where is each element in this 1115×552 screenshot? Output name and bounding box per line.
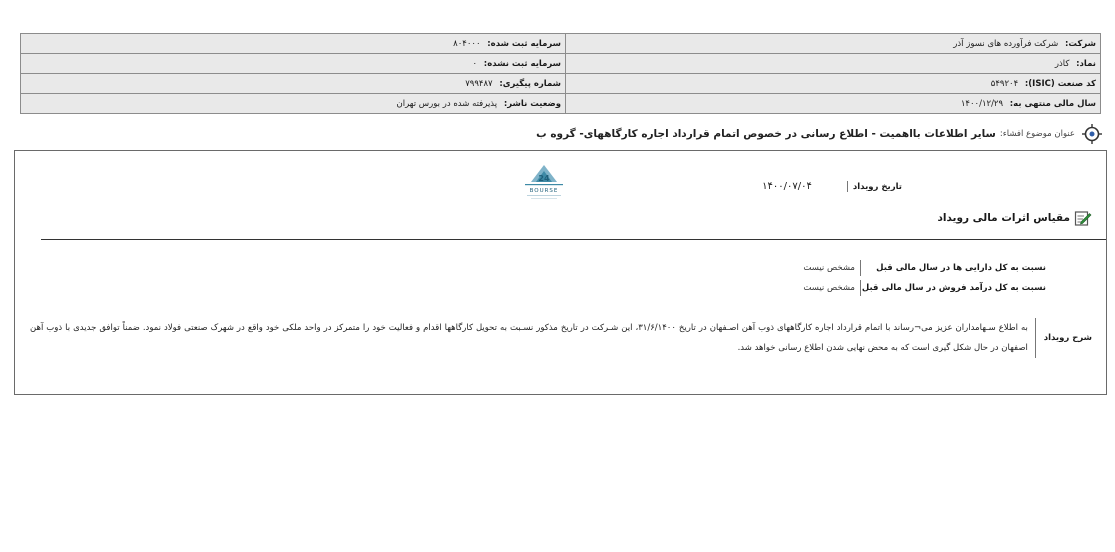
disclosure-subject (536, 123, 1103, 145)
tracking-value: ۷۹۹۴۸۷ (465, 78, 493, 89)
info-row (21, 74, 1101, 94)
event-description-label: شرح رویداد (1043, 333, 1092, 343)
capital-registered-cell (21, 34, 566, 54)
event-date-label: تاریخ رویداد (852, 181, 902, 192)
sales-ratio-value: مشخص نیست (803, 283, 855, 293)
fiscal-year-cell (566, 94, 1101, 114)
bourse-logo (519, 163, 569, 203)
event-description-text: به اطلاع سـهامداران عزیز می¬رساند با اتمام قرارداد اجاره کارگاههای ذوب آهن اصـفهان در تاریخ ۳۱/۶/۱۴۰۰، این شـرکت در تاریخ مذکور نسـبت به تحویل کارگاهها اقدام و فعالیت خود را متمرکز در واحد ملکی خود واقع در شهرک صنعتی فولاد نمود. ضمناً توافق جدیدی با ذوب آهن اصفهان در حال شکل گیری است که به محض نهایی شدن اطلاع رسانی خواهد شد. (30, 323, 1028, 353)
isic-value: ۵۴۹۲۰۴ (990, 78, 1019, 89)
tracking-cell (21, 74, 566, 94)
fiscal-year-label: سال مالی منتهی به: (1009, 98, 1096, 109)
section-divider (41, 239, 1106, 240)
tracking-label: شماره پیگیری: (499, 78, 561, 89)
capital-unregistered-value: ۰ (472, 58, 478, 69)
event-date-row (762, 181, 902, 192)
divider (1035, 318, 1036, 358)
divider (847, 181, 848, 192)
info-row (21, 54, 1101, 74)
company-cell (566, 34, 1101, 54)
section-title-text: مقیاس اثرات مالی رویداد (937, 212, 1070, 224)
isic-label: کد صنعت (ISIC): (1024, 78, 1096, 89)
event-description-row (30, 318, 1092, 358)
financial-impact-title (937, 209, 1092, 227)
capital-unregistered-cell (21, 54, 566, 74)
event-panel (14, 150, 1107, 395)
assets-ratio-label: نسبت به کل دارایی ها در سال مالی قبل (876, 263, 1046, 273)
subject-value: سایر اطلاعات بااهمیت - اطلاع رسانی در خصوص اتمام قرارداد اجاره کارگاههای- گروه ب (536, 128, 996, 140)
event-date-value: ۱۴۰۰/۰۷/۰۴ (762, 181, 812, 192)
fiscal-year-value: ۱۴۰۰/۱۲/۲۹ (960, 98, 1004, 109)
symbol-label: نماد: (1076, 58, 1096, 69)
info-row (21, 34, 1101, 54)
isic-cell (566, 74, 1101, 94)
divider (860, 280, 861, 296)
company-info-table (20, 33, 1101, 114)
symbol-value: کاذر (1054, 58, 1070, 69)
svg-text:24: 24 (538, 174, 550, 183)
target-icon (1081, 123, 1103, 145)
assets-ratio-value: مشخص نیست (803, 263, 855, 273)
company-label: شرکت: (1065, 38, 1096, 49)
symbol-cell (566, 54, 1101, 74)
publisher-status-value: پذیرفته شده در بورس تهران (396, 98, 498, 109)
subject-label: عنوان موضوع افشاء: (999, 129, 1075, 139)
divider (860, 260, 861, 276)
capital-registered-label: سرمایه ثبت شده: (487, 38, 561, 49)
sales-ratio-row (803, 280, 1046, 296)
edit-note-icon (1074, 209, 1092, 227)
sales-ratio-label: نسبت به کل درآمد فروش در سال مالی قبل (861, 283, 1046, 293)
info-row (21, 94, 1101, 114)
capital-unregistered-label: سرمایه ثبت نشده: (483, 58, 561, 69)
company-value: شرکت فرآورده های نسوز آذر (953, 38, 1059, 49)
capital-registered-value: ۸۰۴۰۰۰ (453, 38, 481, 49)
publisher-status-label: وضعیت ناشر: (503, 98, 561, 109)
assets-ratio-row (803, 260, 1046, 276)
publisher-status-cell (21, 94, 566, 114)
logo-text: BOURSE (529, 188, 559, 194)
